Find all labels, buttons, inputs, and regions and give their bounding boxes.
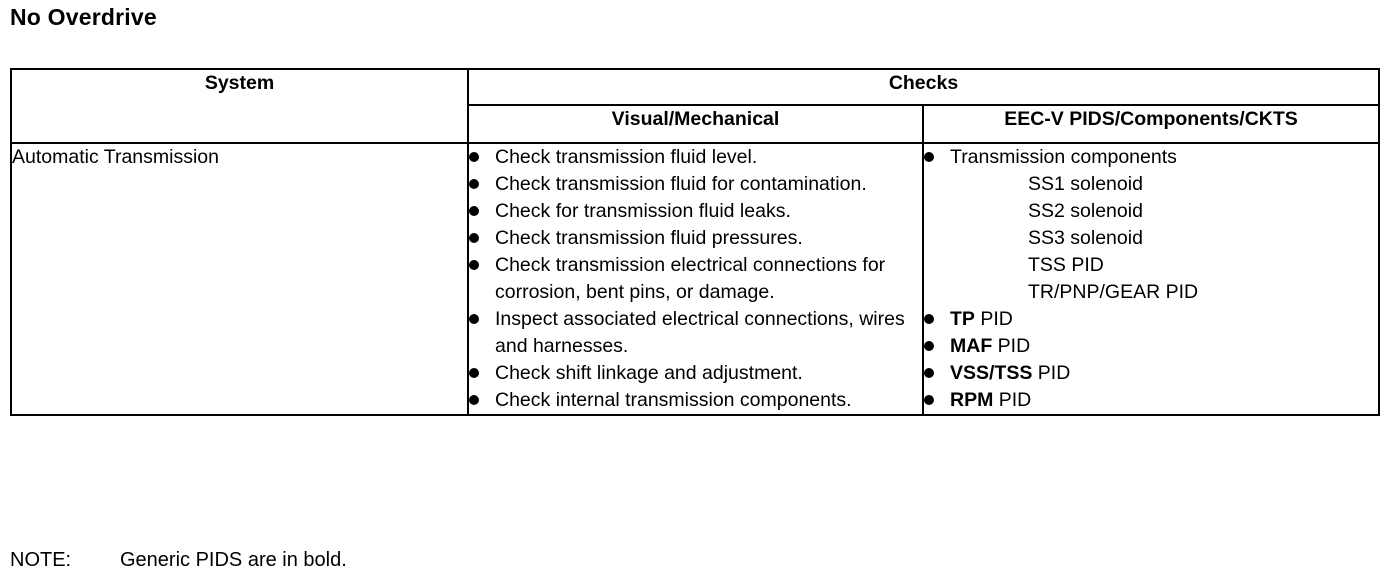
sub-list-item: SS2 solenoid bbox=[1028, 200, 1143, 222]
bullet-icon bbox=[924, 341, 934, 351]
list-item: VSS/TSS PID bbox=[924, 360, 1378, 387]
generic-pid-name: TP bbox=[950, 308, 975, 330]
system-column-header: System bbox=[11, 69, 468, 143]
list-item: Check transmission fluid level. bbox=[469, 144, 922, 171]
components-label: Transmission components bbox=[950, 146, 1177, 168]
table-row bbox=[11, 143, 1379, 415]
eec-pids-cell bbox=[923, 143, 1379, 415]
bullet-icon bbox=[469, 179, 479, 189]
eec-pids-list bbox=[924, 144, 1378, 414]
checks-column-header: Checks bbox=[468, 69, 1379, 105]
bullet-icon bbox=[924, 368, 934, 378]
generic-pid-name: VSS/TSS bbox=[950, 362, 1033, 384]
eec-pids-header: EEC-V PIDS/Components/CKTS bbox=[923, 105, 1379, 143]
generic-pid-name: MAF bbox=[950, 335, 993, 357]
list-item: MAF PID bbox=[924, 333, 1378, 360]
bullet-icon bbox=[924, 395, 934, 405]
sub-list-item: SS1 solenoid bbox=[1028, 173, 1143, 195]
generic-pid-name: RPM bbox=[950, 389, 994, 411]
list-item: Check for transmission fluid leaks. bbox=[469, 198, 922, 225]
header-row-top bbox=[11, 69, 1379, 105]
visual-checks-list bbox=[469, 144, 922, 414]
bullet-icon bbox=[469, 233, 479, 243]
visual-mechanical-cell bbox=[468, 143, 923, 415]
list-item: TP PID bbox=[924, 306, 1378, 333]
list-item: Inspect associated electrical connections, wires and harnesses. bbox=[469, 306, 922, 360]
list-item: Check transmission fluid pressures. bbox=[469, 225, 922, 252]
sub-list-item: SS3 solenoid bbox=[1028, 227, 1143, 249]
list-item: Check transmission fluid for contamination. bbox=[469, 171, 922, 198]
list-item: RPM PID bbox=[924, 387, 1378, 414]
sub-list-item: TR/PNP/GEAR PID bbox=[1028, 281, 1199, 303]
bullet-icon bbox=[924, 152, 934, 162]
list-item: Check shift linkage and adjustment. bbox=[469, 360, 922, 387]
bullet-icon bbox=[469, 206, 479, 216]
bullet-icon bbox=[469, 260, 479, 270]
components-sub-list bbox=[950, 171, 1378, 306]
note-label: NOTE: bbox=[10, 549, 72, 571]
list-item: Check internal transmission components. bbox=[469, 387, 922, 414]
system-cell: Automatic Transmission bbox=[11, 143, 468, 415]
list-item bbox=[924, 144, 1378, 306]
bullet-icon bbox=[469, 152, 479, 162]
diagnostic-table bbox=[10, 68, 1380, 416]
note bbox=[10, 549, 347, 572]
list-item: Check transmission electrical connections for corrosion, bent pins, or damage. bbox=[469, 252, 922, 306]
bullet-icon bbox=[924, 314, 934, 324]
page-title: No Overdrive bbox=[10, 4, 157, 30]
bullet-icon bbox=[469, 368, 479, 378]
note-text: Generic PIDS are in bold. bbox=[120, 549, 347, 571]
bullet-icon bbox=[469, 314, 479, 324]
sub-list-item: TSS PID bbox=[1028, 254, 1104, 276]
visual-mechanical-header: Visual/Mechanical bbox=[468, 105, 923, 143]
bullet-icon bbox=[469, 395, 479, 405]
